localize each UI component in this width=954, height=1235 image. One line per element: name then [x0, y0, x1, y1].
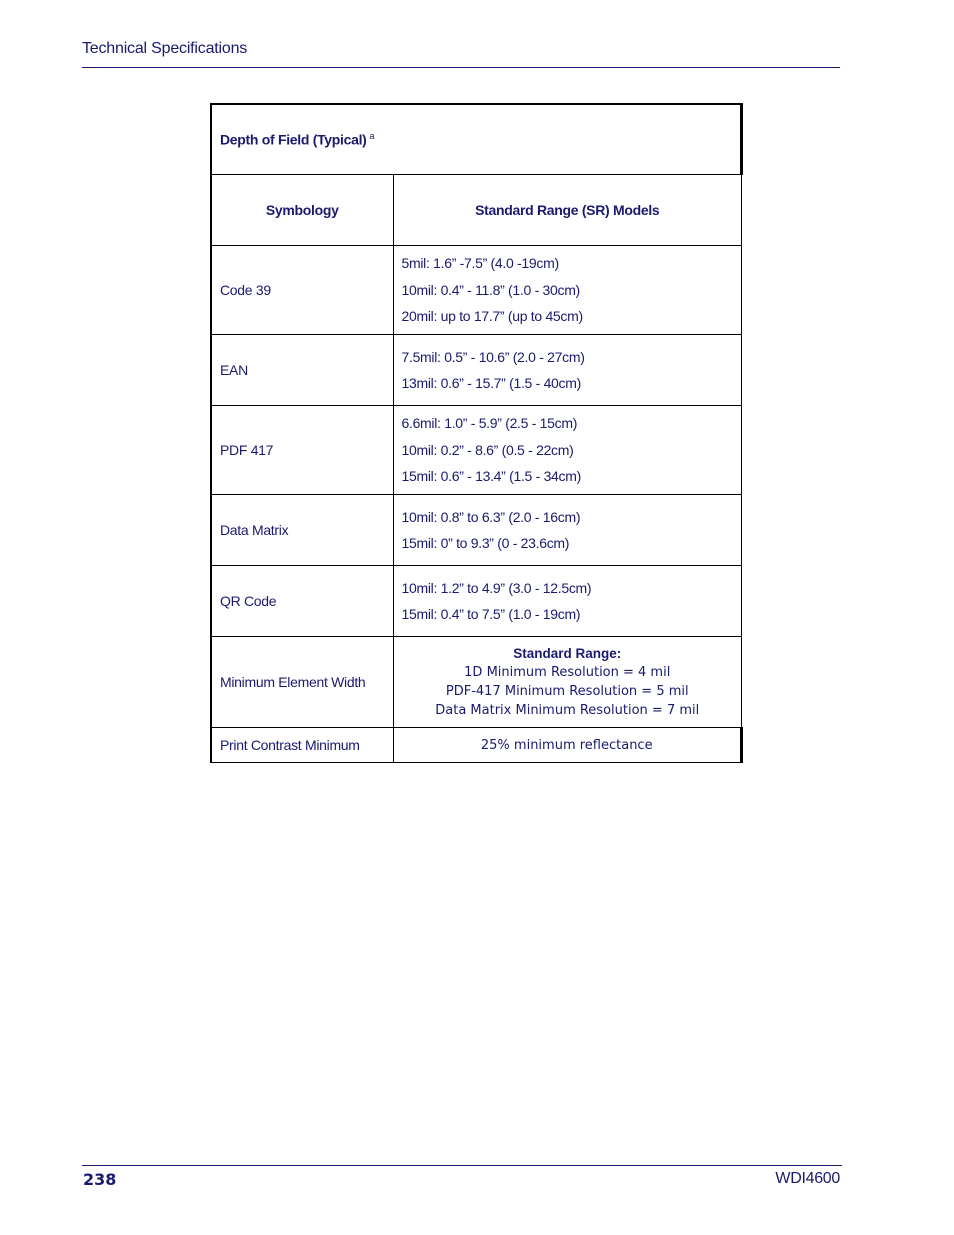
range-line: 10mil: 1.2” to 4.9” (3.0 - 12.5cm)	[401, 579, 592, 596]
range-line: 5mil: 1.6” -7.5” (4.0 -19cm)	[401, 255, 559, 272]
header-divider	[82, 67, 840, 68]
page-header-title: Technical Specifications	[82, 40, 248, 57]
symbology-cell: EAN	[211, 335, 393, 406]
range-line: 20mil: up to 17.7” (up to 45cm)	[401, 308, 583, 325]
print-contrast-label: Print Contrast Minimum	[211, 728, 393, 763]
range-line: 10mil: 0.2” - 8.6” (0.5 - 22cm)	[401, 441, 574, 458]
min-element-line: Data Matrix Minimum Resolution = 7 mil	[435, 703, 700, 718]
min-element-line: 1D Minimum Resolution = 4 mil	[464, 665, 671, 680]
page-number: 238	[83, 1170, 117, 1189]
depth-of-field-table	[210, 103, 743, 763]
table-title-footnote: a	[369, 131, 375, 142]
range-line: 6.6mil: 1.0” - 5.9” (2.5 - 15cm)	[401, 415, 578, 432]
table-row	[211, 335, 742, 406]
symbology-cell: PDF 417	[211, 406, 393, 495]
column-header-symbology: Symbology	[211, 175, 393, 246]
table-row	[211, 495, 742, 566]
range-cell	[393, 495, 742, 566]
symbology-cell: Code 39	[211, 246, 393, 335]
min-element-cell	[393, 637, 742, 728]
min-element-label: Minimum Element Width	[211, 637, 393, 728]
range-line: 13mil: 0.6” - 15.7” (1.5 - 40cm)	[401, 375, 581, 391]
table-row	[211, 246, 742, 335]
range-line: 7.5mil: 0.5” - 10.6” (2.0 - 27cm)	[401, 348, 585, 365]
symbology-cell: QR Code	[211, 566, 393, 637]
range-cell	[393, 246, 742, 335]
table-row	[211, 406, 742, 495]
range-cell	[393, 335, 742, 406]
range-line: 15mil: 0.6” - 13.4” (1.5 - 34cm)	[401, 468, 581, 485]
min-element-heading: Standard Range:	[513, 646, 622, 661]
symbology-cell: Data Matrix	[211, 495, 393, 566]
table-row	[211, 566, 742, 637]
range-line: 15mil: 0.4” to 7.5” (1.0 - 19cm)	[401, 606, 581, 622]
print-contrast-value: 25% minimum reflectance	[393, 728, 742, 763]
column-header-range: Standard Range (SR) Models	[393, 175, 742, 246]
table-title-row	[211, 104, 742, 175]
range-line: 10mil: 0.8” to 6.3” (2.0 - 16cm)	[401, 508, 581, 525]
table-title-cell	[211, 104, 742, 175]
table-row	[211, 637, 742, 728]
table-row	[211, 728, 742, 763]
table-title: Depth of Field (Typical)	[220, 131, 367, 148]
range-cell	[393, 566, 742, 637]
document-name: WDI4600	[775, 1170, 840, 1187]
range-cell	[393, 406, 742, 495]
range-line: 15mil: 0” to 9.3” (0 - 23.6cm)	[401, 535, 570, 551]
table-header-row	[211, 175, 742, 246]
range-line: 10mil: 0.4” - 11.8” (1.0 - 30cm)	[401, 281, 580, 298]
footer-divider	[82, 1165, 842, 1166]
min-element-line: PDF-417 Minimum Resolution = 5 mil	[445, 684, 689, 699]
